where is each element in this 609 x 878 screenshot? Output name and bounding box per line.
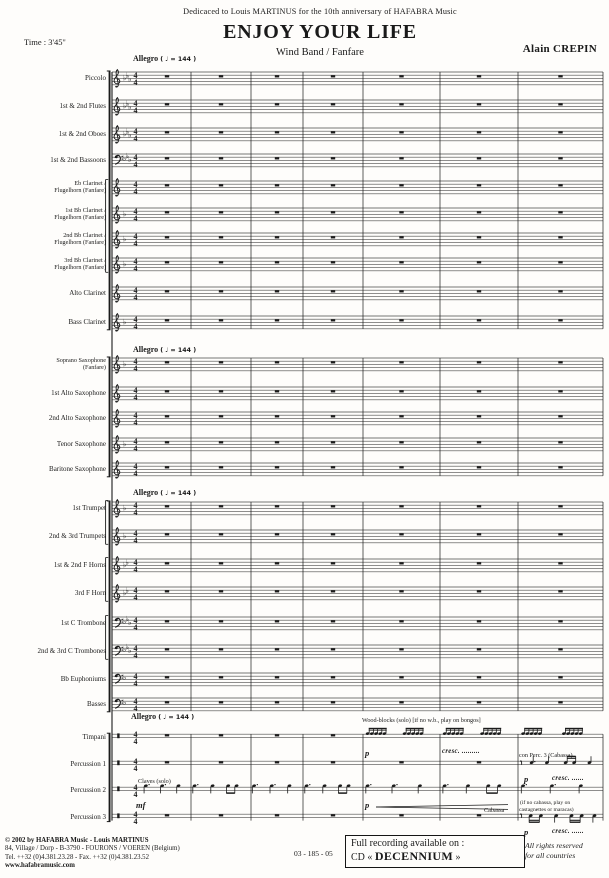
- svg-text:4: 4: [133, 263, 138, 273]
- svg-text:♭: ♭: [125, 586, 129, 595]
- svg-text:4: 4: [133, 357, 138, 367]
- instrument-label: Piccolo: [85, 73, 106, 82]
- svg-text:4: 4: [133, 238, 138, 248]
- svg-text:♭: ♭: [128, 130, 132, 140]
- svg-text:4: 4: [133, 816, 138, 826]
- instrument-label: Percussion 1: [70, 759, 106, 768]
- svg-text:♭: ♭: [122, 645, 127, 654]
- score-annotation: cresc. ......: [552, 775, 584, 782]
- instrument-label: Baritone Saxophone: [49, 464, 106, 473]
- copyright-line: © 2002 by HAFABRA Music - Louis MARTINUS: [5, 837, 149, 844]
- svg-text:♭: ♭: [122, 531, 127, 541]
- svg-text:4: 4: [133, 468, 138, 478]
- svg-text:♭: ♭: [122, 154, 127, 163]
- svg-text:♭: ♭: [125, 558, 129, 567]
- svg-text:♭: ♭: [122, 129, 127, 139]
- svg-text:4: 4: [133, 697, 138, 707]
- instrument-label: Eb Clarinet / Flugelhorn (Fanfare): [54, 179, 106, 194]
- composer-name: Alain CREPIN: [522, 43, 597, 55]
- score-annotation: cresc. .........: [442, 748, 480, 755]
- svg-text:4: 4: [133, 529, 138, 539]
- svg-text:4: 4: [133, 363, 138, 373]
- score-annotation: cresc. ......: [552, 828, 584, 835]
- svg-text:♭: ♭: [122, 259, 127, 269]
- score-annotation: (if no cabassa, play on: [520, 800, 571, 806]
- dedication-text: Dedicaced to Louis MARTINUS for the 10th anniversary of HAFABRA Music: [183, 7, 457, 16]
- svg-text:♭: ♭: [125, 151, 129, 161]
- svg-text:4: 4: [133, 763, 138, 773]
- duration-label: Time : 3'45'': [24, 37, 66, 47]
- instrument-label: 1st Bb Clarinet / Flugelhorn (Fanfare): [54, 206, 106, 221]
- recording-line: Full recording available on :: [351, 838, 465, 849]
- instrument-label: 1st C Trombone: [60, 618, 106, 627]
- svg-text:♭: ♭: [122, 101, 127, 111]
- svg-text:♭: ♭: [128, 155, 132, 165]
- svg-text:4: 4: [133, 153, 138, 163]
- instrument-label: 1st & 2nd Flutes: [59, 101, 106, 110]
- page-title: ENJOY YOUR LIFE: [223, 21, 417, 43]
- svg-text:4: 4: [133, 678, 138, 688]
- subtitle: Wind Band / Fanfare: [276, 47, 364, 58]
- svg-text:4: 4: [133, 159, 138, 169]
- svg-text:♭: ♭: [125, 614, 129, 624]
- svg-text:♭: ♭: [128, 74, 132, 84]
- cd-prefix: CD «: [351, 852, 375, 863]
- svg-text:4: 4: [133, 437, 138, 447]
- svg-text:♭: ♭: [125, 642, 129, 652]
- svg-text:4: 4: [133, 257, 138, 267]
- svg-text:4: 4: [133, 672, 138, 682]
- svg-text:4: 4: [133, 207, 138, 217]
- svg-text:♭: ♭: [128, 102, 132, 112]
- instrument-label: Bb Euphoniums: [60, 674, 106, 683]
- svg-text:4: 4: [133, 392, 138, 402]
- score-annotation: p: [524, 827, 529, 837]
- score-annotation: con Perc. 3 (Cabassa): [519, 752, 573, 759]
- score-annotation: castagnettes or maracas): [519, 807, 574, 813]
- svg-text:♭: ♭: [122, 673, 127, 682]
- svg-text:♭: ♭: [122, 560, 127, 570]
- instrument-label: Soprano Saxophone (Fanfare): [56, 356, 106, 371]
- svg-text:4: 4: [133, 180, 138, 190]
- website-link: www.hafabramusic.com: [5, 862, 75, 870]
- svg-text:♭: ♭: [122, 234, 127, 244]
- svg-text:4: 4: [133, 127, 138, 137]
- svg-text:♭: ♭: [122, 439, 127, 449]
- instrument-label: 2nd Alto Saxophone: [48, 413, 106, 422]
- svg-text:4: 4: [133, 133, 138, 143]
- instrument-label: 1st & 2nd F Horns: [53, 560, 106, 569]
- score-annotation: Wood-blocks (solo) [if no w.b., play on bongos]: [362, 717, 481, 724]
- score-annotation: p: [365, 748, 370, 758]
- svg-text:4: 4: [133, 558, 138, 568]
- instrument-label: Alto Clarinet: [69, 288, 106, 297]
- tempo-mark: Allegro ( ♩ = 144 ): [131, 712, 195, 721]
- instrument-label: 1st & 2nd Oboes: [58, 129, 106, 138]
- rights-line-2: for all countries: [525, 850, 576, 860]
- svg-text:4: 4: [133, 315, 138, 325]
- svg-text:♭: ♭: [122, 359, 127, 369]
- svg-text:4: 4: [133, 321, 138, 331]
- instrument-label: Tenor Saxophone: [56, 439, 106, 448]
- svg-text:4: 4: [133, 105, 138, 115]
- svg-text:4: 4: [133, 644, 138, 654]
- svg-text:4: 4: [133, 703, 138, 713]
- svg-text:4: 4: [133, 232, 138, 242]
- svg-text:4: 4: [133, 186, 138, 196]
- instrument-label: 3rd Bb Clarinet / Flugelhorn (Fanfare): [54, 256, 106, 271]
- score-annotation: p: [524, 774, 529, 784]
- svg-text:4: 4: [133, 650, 138, 660]
- tempo-mark: Allegro ( ♩ = 144 ): [133, 54, 197, 63]
- svg-text:♭: ♭: [122, 698, 127, 707]
- svg-text:4: 4: [133, 507, 138, 517]
- svg-text:4: 4: [133, 77, 138, 87]
- instrument-label: 1st Trumpet: [72, 503, 106, 512]
- instrument-label: Timpani: [82, 732, 106, 741]
- address-line: 84, Village / Dorp - B-3790 - FOURONS / VOEREN (Belgium): [5, 845, 180, 853]
- svg-text:4: 4: [133, 501, 138, 511]
- svg-text:4: 4: [133, 443, 138, 453]
- score-annotation: mf: [136, 800, 146, 810]
- rights-notice: [525, 841, 583, 860]
- svg-text:♭: ♭: [122, 209, 127, 219]
- catalog-number: 03 - 185 - 05: [294, 849, 333, 858]
- svg-text:♭: ♭: [128, 618, 132, 628]
- svg-text:4: 4: [133, 789, 138, 799]
- svg-text:4: 4: [133, 417, 138, 427]
- phone-line: Tel. ++32 (0)4.381.23.28 - Fax. ++32 (0)4.381.23.52: [5, 853, 149, 861]
- svg-text:4: 4: [133, 462, 138, 472]
- svg-text:♭: ♭: [125, 99, 129, 108]
- svg-text:4: 4: [133, 535, 138, 545]
- svg-text:4: 4: [133, 757, 138, 767]
- tempo-mark: Allegro ( ♩ = 144 ): [133, 345, 197, 354]
- instrument-label: Percussion 2: [70, 785, 106, 794]
- svg-text:4: 4: [133, 736, 138, 746]
- cd-name: DECENNIUM: [374, 849, 453, 863]
- svg-text:4: 4: [133, 213, 138, 223]
- instrument-label: 1st Alto Saxophone: [51, 388, 106, 397]
- svg-text:4: 4: [133, 292, 138, 302]
- instrument-label: Basses: [86, 699, 106, 708]
- svg-text:4: 4: [133, 286, 138, 296]
- score-annotation: p: [365, 800, 370, 810]
- publisher-block: [5, 837, 180, 871]
- svg-text:4: 4: [133, 616, 138, 626]
- instrument-label: 3rd F Horn: [74, 588, 106, 597]
- svg-text:4: 4: [133, 71, 138, 81]
- instrument-label: Bass Clarinet: [68, 317, 106, 326]
- cd-title-line: [351, 849, 519, 864]
- instrument-label: 2nd & 3rd Trumpets: [49, 531, 106, 540]
- svg-text:4: 4: [133, 783, 138, 793]
- score-annotation: Claves (solo): [138, 778, 171, 785]
- instrument-label: 1st & 2nd Bassoons: [50, 155, 106, 164]
- instrument-label: 2nd & 3rd C Trombones: [37, 646, 106, 655]
- svg-text:♭: ♭: [122, 588, 127, 598]
- rights-line-1: All rights reserved: [525, 841, 583, 850]
- instrument-label: Percussion 3: [70, 812, 106, 821]
- svg-text:4: 4: [133, 411, 138, 421]
- svg-text:♭: ♭: [122, 73, 127, 83]
- recording-info-box: [345, 835, 525, 868]
- svg-text:4: 4: [133, 386, 138, 396]
- tempo-mark: Allegro ( ♩ = 144 ): [133, 488, 197, 497]
- svg-text:♭: ♭: [125, 127, 129, 136]
- cd-suffix: »: [452, 852, 461, 863]
- instrument-label: 2nd Bb Clarinet / Flugelhorn (Fanfare): [54, 231, 106, 246]
- svg-text:4: 4: [133, 810, 138, 820]
- svg-text:4: 4: [133, 586, 138, 596]
- score-annotation: Cabassa: [484, 807, 505, 814]
- svg-text:♭: ♭: [128, 646, 132, 656]
- svg-text:4: 4: [133, 99, 138, 109]
- svg-text:4: 4: [133, 564, 138, 574]
- svg-text:♭: ♭: [122, 317, 127, 327]
- svg-text:♭: ♭: [122, 617, 127, 626]
- svg-text:♭: ♭: [125, 71, 129, 80]
- svg-text:4: 4: [133, 592, 138, 602]
- svg-text:♭: ♭: [122, 503, 127, 513]
- svg-text:4: 4: [133, 622, 138, 632]
- svg-text:4: 4: [133, 730, 138, 740]
